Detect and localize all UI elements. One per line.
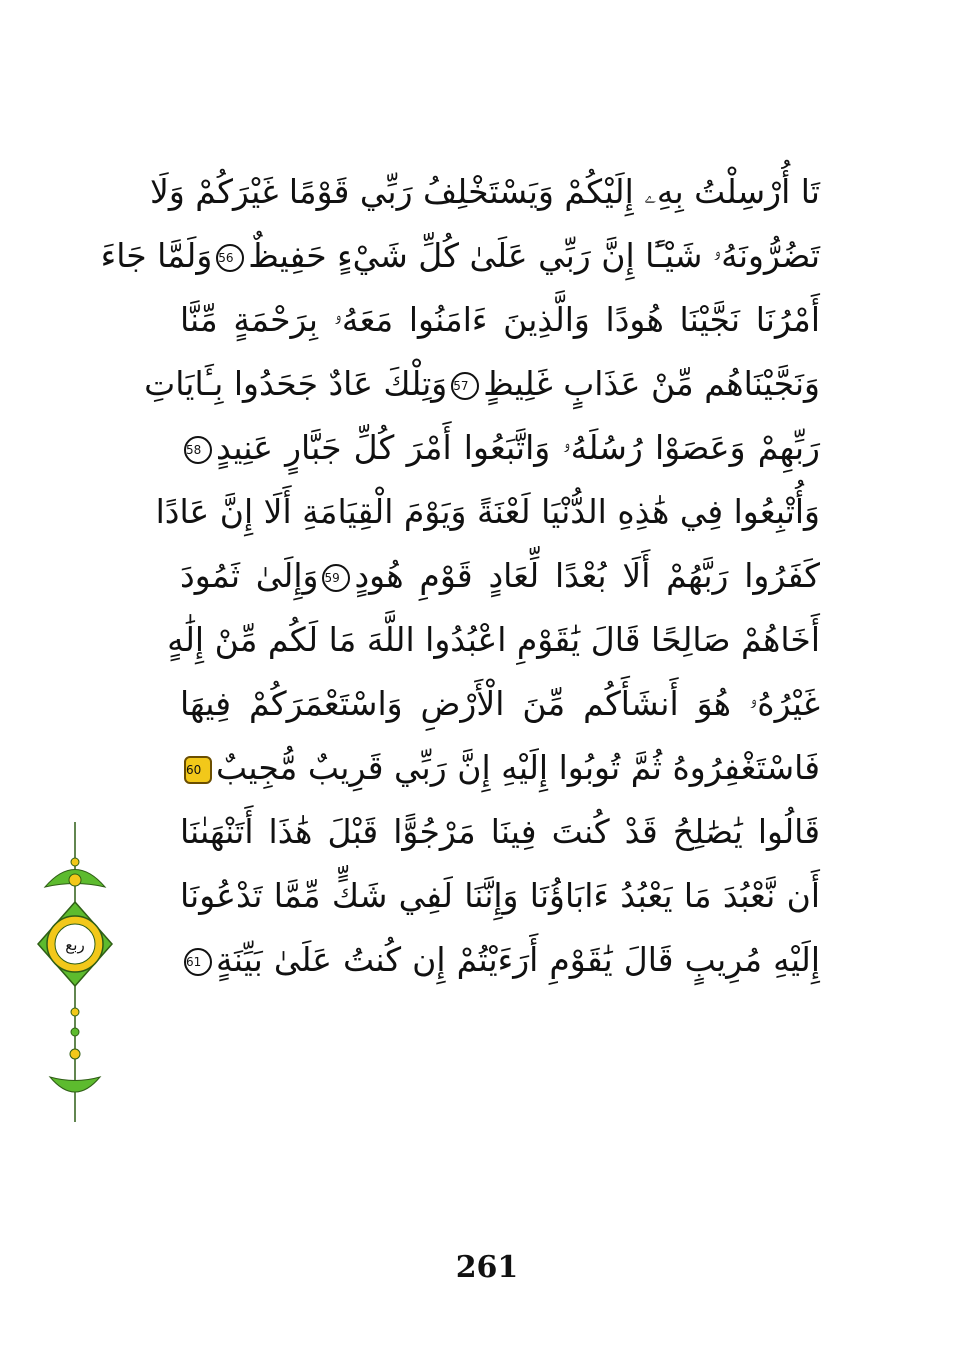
ornament-top-bead	[71, 858, 79, 866]
line-1-text: تَا أُرْسِلْتُ بِهِۦ إِلَيْكُمْ وَيَسْتَخْلِفُ رَبِّي قَوْمًا غَيْرَكُمْ وَلَا	[150, 172, 820, 211]
line-2-text: تَضُرُّونَهُۥ شَيْـًٔا إِنَّ رَبِّي عَلَىٰ كُلِّ شَيْءٍ حَفِيظٌ	[248, 236, 820, 275]
line-3-text: أَمْرُنَا نَجَّيْنَا هُودًا وَالَّذِينَ ءَامَنُوا مَعَهُۥ بِرَحْمَةٍ مِّنَّا	[180, 300, 820, 339]
ayah-marker-59: 59	[322, 564, 350, 592]
line-4-tail: وَتِلْكَ عَادٌ جَحَدُوا بِـَٔايَاتِ	[144, 364, 448, 403]
hizb-label: ربع	[65, 936, 85, 954]
hizb-quarter-ornament	[30, 822, 120, 1122]
verse-line-8	[167, 608, 820, 672]
verse-line-4	[144, 352, 820, 416]
mushaf-text-block	[100, 160, 820, 992]
ornament-bead-3	[71, 1028, 79, 1036]
line-11-text: قَالُوا يَٰصَٰلِحُ قَدْ كُنتَ فِينَا مَرْجُوًّا قَبْلَ هَٰذَا أَتَنْهَىٰنَا	[180, 812, 820, 851]
ornament-top-flower-icon	[69, 874, 81, 886]
verse-line-7	[180, 544, 820, 608]
verse-line-5	[180, 416, 820, 480]
line-13-text: إِلَيْهِ مُرِيبٍ قَالَ يَٰقَوْمِ أَرَءَيْتُمْ إِن كُنتُ عَلَىٰ بَيِّنَةٍ	[216, 940, 820, 979]
ornament-bead-2	[71, 1008, 79, 1016]
verse-line-2	[100, 224, 820, 288]
verse-line-9	[180, 672, 820, 736]
ayah-marker-60: 60	[184, 756, 212, 784]
line-2-tail: وَلَمَّا جَاءَ	[100, 236, 213, 275]
verse-line-12	[180, 864, 820, 928]
verse-line-1	[150, 160, 820, 224]
verse-line-10	[180, 736, 820, 800]
line-7-tail: وَإِلَىٰ ثَمُودَ	[180, 556, 319, 595]
line-4-text: وَنَجَّيْنَاهُم مِّنْ عَذَابٍ غَلِيظٍ	[483, 364, 820, 403]
ayah-marker-58: 58	[184, 436, 212, 464]
ayah-marker-61: 61	[184, 948, 212, 976]
verse-line-13	[180, 928, 820, 992]
page-number: 261	[455, 1250, 519, 1285]
ayah-marker-57: 57	[451, 372, 479, 400]
line-6-text: وَأُتْبِعُوا فِي هَٰذِهِ الدُّنْيَا لَعْنَةً وَيَوْمَ الْقِيَامَةِ أَلَا إِنَّ عَادًا	[155, 492, 820, 531]
line-7-text: كَفَرُوا رَبَّهُمْ أَلَا بُعْدًا لِّعَادٍ قَوْمِ هُودٍ	[354, 556, 820, 595]
line-10-text: فَاسْتَغْفِرُوهُ ثُمَّ تُوبُوا إِلَيْهِ إِنَّ رَبِّي قَرِيبٌ مُّجِيبٌ	[216, 748, 820, 787]
verse-line-11	[180, 800, 820, 864]
ayah-marker-56: 56	[216, 244, 244, 272]
verse-line-3	[180, 288, 820, 352]
line-9-text: غَيْرُهُۥ هُوَ أَنشَأَكُم مِّنَ الْأَرْضِ وَاسْتَعْمَرَكُمْ فِيهَا	[180, 684, 820, 723]
ornament-bead-4	[70, 1049, 80, 1059]
line-12-text: أَن نَّعْبُدَ مَا يَعْبُدُ ءَابَاؤُنَا وَإِنَّنَا لَفِي شَكٍّ مِّمَّا تَدْعُونَا	[180, 876, 820, 915]
verse-line-6	[155, 480, 820, 544]
line-5-text: رَبِّهِمْ وَعَصَوْا رُسُلَهُۥ وَاتَّبَعُوا أَمْرَ كُلِّ جَبَّارٍ عَنِيدٍ	[216, 428, 820, 467]
line-8-text: أَخَاهُمْ صَالِحًا قَالَ يَٰقَوْمِ اعْبُدُوا اللَّهَ مَا لَكُم مِّنْ إِلَٰهٍ	[167, 620, 820, 659]
